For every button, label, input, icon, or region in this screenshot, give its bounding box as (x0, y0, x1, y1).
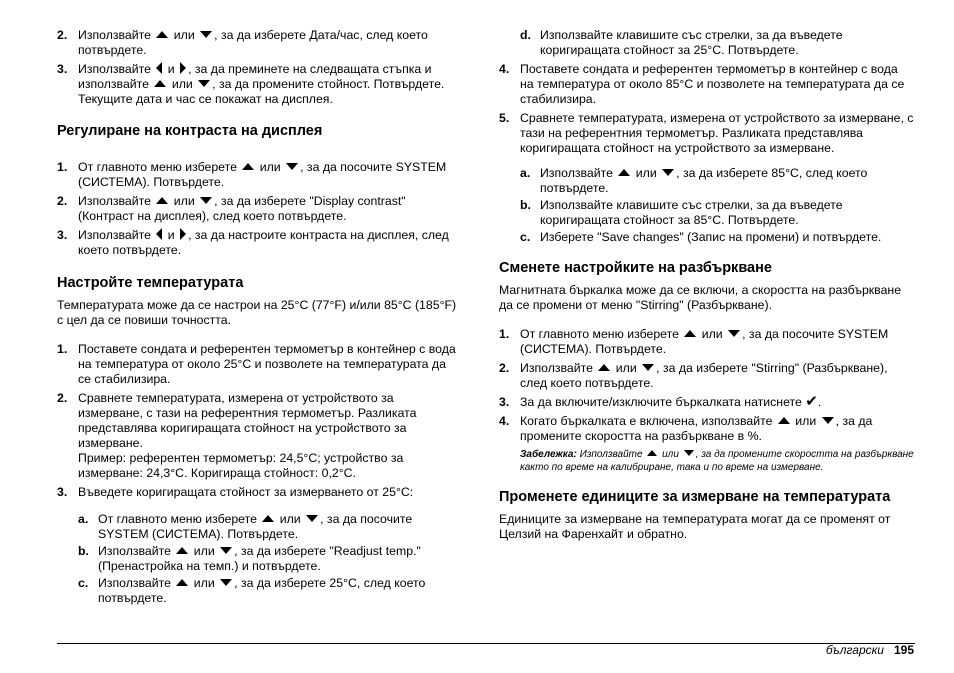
step-item (499, 361, 914, 391)
step-number: 3. (499, 395, 510, 409)
arrow-down-icon (286, 163, 298, 170)
temperature-substeps (57, 512, 461, 606)
arrow-right-icon (180, 62, 186, 74)
arrow-down-icon (684, 450, 694, 456)
arrow-up-icon (154, 80, 166, 87)
units-heading: Променете единиците за измерване на температурата (499, 489, 891, 505)
step-text: Използвайте клавишите със стрелки, за да въведете коригиращата стойност за 85°C. Потвърдете. (540, 198, 843, 227)
arrow-right-icon (180, 228, 186, 240)
step-text: Използвайте клавишите със стрелки, за да въведете коригиращата стойност за 25°C. Потвърдете. (540, 28, 843, 57)
page-footer (826, 643, 914, 657)
note-label: Забележка: (520, 449, 577, 460)
substep-item (57, 576, 461, 606)
step-text: Използвайте или , за да изберете "Display contrast" (Контраст на дисплея), след което потвърдете. (78, 194, 406, 223)
step-text: Използвайте или , за да изберете 25°C, след което потвърдете. (98, 576, 426, 605)
arrow-down-icon (728, 330, 740, 337)
temperature-intro: Температурата може да се настрои на 25°C (77°F) и/или 85°C (185°F) с цел да се повиши точността. (57, 298, 457, 327)
arrow-up-icon (684, 330, 696, 337)
contrast-heading: Регулиране на контраста на дисплея (57, 123, 323, 139)
arrow-down-icon (220, 579, 232, 586)
step-item (499, 327, 914, 357)
step-number: d. (520, 28, 531, 42)
arrow-down-icon (306, 515, 318, 522)
checkmark-icon: ✔ (805, 393, 818, 410)
step-number: 5. (499, 111, 510, 125)
substep-item (499, 28, 914, 58)
step-item (57, 194, 461, 224)
temperature-steps (57, 342, 461, 500)
substep-item (499, 230, 914, 245)
step-number: 3. (57, 485, 68, 499)
step-text: Използвайте или , за да изберете "Readjust temp." (Пренастройка на темп.) и потвърдете. (98, 544, 421, 573)
arrow-up-icon (647, 450, 657, 456)
step-text: От главното меню изберете или , за да посочите SYSTEM (СИСТЕМА). Потвърдете. (98, 512, 413, 541)
arrow-down-icon (198, 80, 210, 87)
step-text: Поставете сондата и референтен термометър в контейнер с вода на температура от около 25°C и позволете на температурата да се стабилизира. (78, 342, 456, 386)
substep-item (57, 512, 461, 542)
step-number: 2. (499, 361, 510, 375)
step-item (57, 228, 461, 258)
right-column (499, 28, 914, 542)
step-number: 3. (57, 228, 68, 242)
arrow-up-icon (778, 417, 790, 424)
step-item (57, 391, 461, 481)
page-number: 195 (893, 643, 914, 657)
step-text: Сравнете температурата, измерена от устройството за измерване, с тази на референтния термометър. Разликата представлява коригиращата стойност на устройството за измерване. Пример: референтен термометър: 24,5°C; устройство за измерване: 24,3°C. Коригираща стойност: 0,2°C. (78, 391, 417, 480)
arrow-down-icon (662, 169, 674, 176)
step-text: От главното меню изберете или , за да посочите SYSTEM (СИСТЕМА). Потвърдете. (78, 160, 447, 189)
arrow-up-icon (176, 547, 188, 554)
arrow-up-icon (262, 515, 274, 522)
step-item (57, 28, 461, 58)
arrow-down-icon (200, 197, 212, 204)
arrow-down-icon (642, 364, 654, 371)
substep-item (499, 198, 914, 228)
substep-item (57, 544, 461, 574)
step-text: Използвайте или , за да изберете "Stirring" (Разбъркване), след което потвърдете. (520, 361, 888, 390)
step-number: a. (78, 512, 89, 526)
arrow-up-icon (156, 31, 168, 38)
footer-divider (57, 643, 915, 644)
step-number: 4. (499, 414, 510, 428)
arrow-up-icon (618, 169, 630, 176)
arrow-up-icon (176, 579, 188, 586)
step-item (57, 160, 461, 190)
stirring-steps (499, 327, 914, 444)
step-number: b. (520, 198, 531, 212)
units-intro: Единиците за измерване на температурата могат да се променят от Целзий на Фаренхайт и обратно. (499, 512, 891, 541)
contrast-steps (57, 160, 461, 258)
step-text: Поставете сондата и референтен термометър в контейнер с вода на температура от около 85°C и позволете на температурата да се стабилизира. (520, 62, 905, 106)
stirring-note (499, 448, 914, 474)
step-number: 1. (499, 327, 510, 341)
step-number: c. (78, 576, 89, 590)
step-text: За да включите/изключите бъркалката натиснете ✔. (520, 393, 822, 410)
step-text: Използвайте или , за да изберете Дата/час, след което потвърдете. (78, 28, 428, 57)
arrow-up-icon (156, 197, 168, 204)
step-number: 1. (57, 342, 68, 356)
step-text: Използвайте и , за да преминете на следващата стъпка и използвайте или , за да промените стойност. Потвърдете. Текущите дата и час се покажат на дисплея. (78, 62, 445, 106)
temperature-heading: Настройте температурата (57, 275, 244, 291)
step-text: Изберете "Save changes" (Запис на промени) и потвърдете. (540, 230, 882, 244)
step-text: От главното меню изберете или , за да посочите SYSTEM (СИСТЕМА). Потвърдете. (520, 327, 889, 356)
step-number: 2. (57, 391, 68, 405)
right-steps-mid (499, 62, 914, 156)
arrow-down-icon (822, 417, 834, 424)
arrow-up-icon (598, 364, 610, 371)
step-text: Използвайте или , за да изберете 85°C, след което потвърдете. (540, 166, 868, 195)
step-number: 2. (57, 194, 68, 208)
note-text: Използвайте или , за да промените скоростта на разбъркване както по време на калибриране, така и по време на измерване. (520, 449, 914, 473)
step-number: 4. (499, 62, 510, 76)
stirring-intro: Магнитната бъркалка може да се включи, а скоростта на разбъркване да се промени от меню "Stirring" (Разбъркване). (499, 283, 902, 312)
arrow-down-icon (220, 547, 232, 554)
right-substeps-top (499, 28, 914, 58)
left-steps-top (57, 28, 461, 107)
step-item (57, 62, 461, 107)
step-number: 3. (57, 62, 68, 76)
footer-language: български (825, 643, 884, 657)
arrow-left-icon (156, 62, 162, 74)
step-item (57, 342, 461, 387)
step-text: Сравнете температурата, измерена от устройството за измерване, с тази на референтния термометър. Разликата представлява коригиращата стойност на устройството за измерване. (520, 111, 914, 155)
step-number: 1. (57, 160, 68, 174)
step-item (499, 111, 914, 156)
step-item (57, 485, 461, 500)
arrow-up-icon (242, 163, 254, 170)
step-item (499, 395, 914, 410)
step-text: Когато бъркалката е включена, използвайте или , за да промените скоростта на разбъркване в %. (520, 414, 873, 443)
step-item (499, 414, 914, 444)
substep-item (499, 166, 914, 196)
step-number: a. (520, 166, 531, 180)
step-number: b. (78, 544, 89, 558)
step-item (499, 62, 914, 107)
arrow-left-icon (156, 228, 162, 240)
arrow-down-icon (200, 31, 212, 38)
step-number: 2. (57, 28, 68, 42)
step-text: Използвайте и , за да настроите контраста на дисплея, след което потвърдете. (78, 228, 449, 257)
step-text: Въведете коригиращата стойност за измерването от 25°C: (78, 485, 414, 499)
step-number: c. (520, 230, 531, 244)
left-column (57, 28, 461, 608)
stirring-heading: Сменете настройките на разбъркване (499, 260, 772, 276)
right-substeps-mid (499, 166, 914, 245)
